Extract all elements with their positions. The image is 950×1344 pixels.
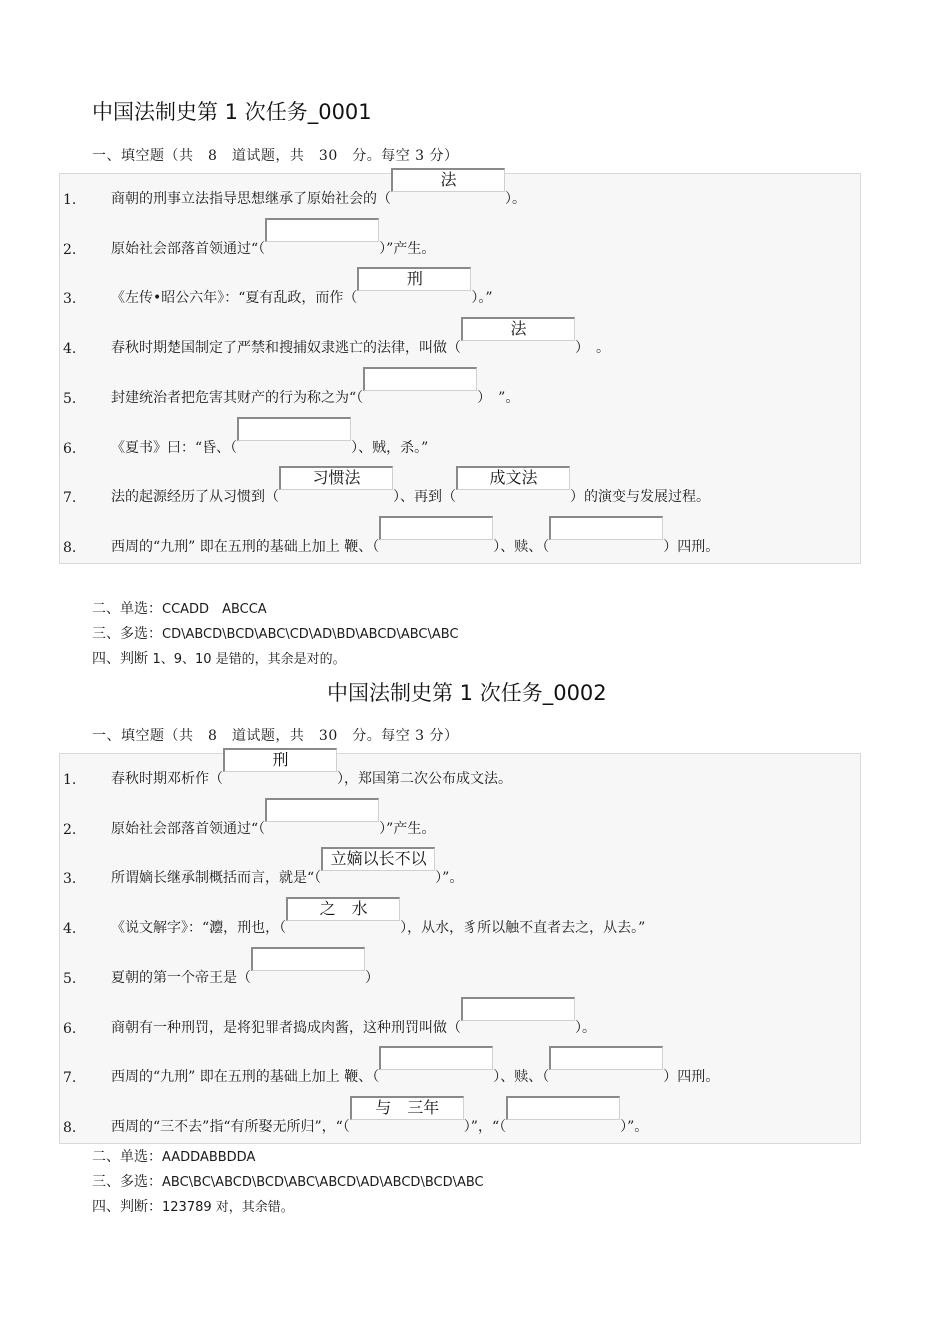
answer-blank-field[interactable]: 习惯法 <box>279 466 393 490</box>
question-number: 5. <box>63 970 77 987</box>
question-text <box>111 750 512 788</box>
question-text <box>111 963 379 987</box>
question-text-segment: 法的起源经历了从习惯到（ <box>111 489 279 506</box>
question-text <box>111 319 610 357</box>
answer-blank-field[interactable] <box>363 367 477 391</box>
question-number: 3. <box>63 871 77 888</box>
question-text <box>111 170 526 208</box>
question-number: 1. <box>63 192 77 208</box>
question-text-segment: 原始社会部落首领通过“（ <box>111 820 266 837</box>
question-text-segment: ），从水，豸所以触不直者去之，从去。” <box>400 920 646 937</box>
answer-line <box>92 650 459 675</box>
question-text-segment: 西周的“三不去”指“有所娶无所归”，“（ <box>111 1118 350 1135</box>
question-text-segment: 《左传•昭公六年》：“夏有乱政，而作（ <box>111 290 358 307</box>
question-text-segment: 西周的“九刑” 即在五刑的基础上加上 鞭、（ <box>111 538 380 555</box>
question-number: 6. <box>63 1020 77 1037</box>
answer-blank-field[interactable] <box>379 1046 493 1070</box>
question-row <box>60 423 860 457</box>
question-text-segment: ）。” <box>471 290 493 307</box>
question-number: 8. <box>63 1119 77 1136</box>
question-text-segment: ）”，“（ <box>463 1118 507 1135</box>
question-number: 6. <box>63 440 77 457</box>
question-text-segment: 封建统治者把危害其财产的行为称之为“（ <box>111 389 364 406</box>
question-text-segment: ）四刑。 <box>663 538 720 555</box>
answer-value: CCADD ABCCA <box>162 602 267 617</box>
question-number: 3. <box>63 291 77 308</box>
question-text-segment: 《说文解字》：“灋，刑也，（ <box>111 920 287 937</box>
answer-blank-field[interactable]: 之 水 <box>286 897 400 921</box>
doc2-fill-panel <box>59 750 861 1144</box>
question-text <box>111 814 435 838</box>
answer-blank-field[interactable] <box>379 516 493 540</box>
question-row <box>60 849 860 888</box>
answer-blank-field[interactable]: 成文法 <box>456 466 570 490</box>
question-text-segment: ） ”。 <box>477 389 520 406</box>
answer-blank-field[interactable]: 刑 <box>357 267 471 291</box>
doc1-answers <box>92 600 459 675</box>
question-text <box>111 383 519 407</box>
question-text-segment: ）、赎、（ <box>493 1069 550 1086</box>
question-row <box>60 953 860 987</box>
question-row <box>60 468 860 507</box>
question-text-segment: 商朝的刑事立法指导思想继承了原始社会的（ <box>111 191 391 207</box>
question-number: 7. <box>63 490 77 507</box>
answer-blank-field[interactable]: 刑 <box>223 748 337 772</box>
question-text <box>111 468 710 506</box>
question-number: 8. <box>63 539 77 556</box>
question-number: 4. <box>63 921 77 938</box>
question-row <box>60 224 860 258</box>
question-row <box>60 804 860 838</box>
doc2-section-heading: 一、填空题（共 8 道试题，共 30 分。每空 3 分） <box>92 728 459 744</box>
question-text <box>111 269 493 307</box>
question-text-segment: ）。 <box>505 191 526 207</box>
answer-blank-field[interactable]: 与 三年 <box>350 1096 464 1120</box>
question-text-segment: 夏朝的第一个帝王是（ <box>111 969 251 986</box>
answer-label: 三、多选： <box>92 626 162 642</box>
question-text-segment: ） <box>365 969 379 986</box>
question-number: 7. <box>63 1070 77 1087</box>
question-number: 5. <box>63 390 77 407</box>
doc2-answers <box>92 1148 484 1223</box>
question-row <box>60 1052 860 1086</box>
question-text-segment: 西周的“九刑” 即在五刑的基础上加上 鞭、（ <box>111 1069 380 1086</box>
question-text-segment: ）、贼，杀。” <box>351 439 429 456</box>
answer-blank-field[interactable] <box>265 798 379 822</box>
question-number: 2. <box>63 241 77 258</box>
question-text-segment: 所谓嫡长继承制概括而言，就是“（ <box>111 870 322 887</box>
answer-line <box>92 1173 484 1198</box>
question-text-segment: ），郑国第二次公布成文法。 <box>337 771 512 787</box>
question-text-segment: 商朝有一种刑罚，是将犯罪者捣成肉酱，这种刑罚叫做（ <box>111 1019 461 1036</box>
question-text-segment: 原始社会部落首领通过“（ <box>111 240 266 257</box>
answer-label: 三、多选： <box>92 1174 162 1190</box>
question-row <box>60 522 860 556</box>
doc2-title: 中国法制史第 1 次任务_0002 <box>327 681 607 705</box>
question-text-segment: ）”产生。 <box>379 820 436 837</box>
question-text-segment: 春秋时期楚国制定了严禁和搜捕奴隶逃亡的法律，叫做（ <box>111 340 461 357</box>
answer-value: 123789 对，其余错。 <box>162 1200 294 1215</box>
question-row <box>60 373 860 407</box>
question-text <box>111 433 428 457</box>
answer-line <box>92 1198 484 1223</box>
question-number: 4. <box>63 341 77 358</box>
question-number: 2. <box>63 821 77 838</box>
question-text-segment: ）”产生。 <box>379 240 436 257</box>
doc1-title: 中国法制史第 1 次任务_0001 <box>92 100 372 124</box>
answer-label: 二、单选： <box>92 1149 162 1165</box>
question-text-segment: 《夏书》曰：“昏、（ <box>111 439 238 456</box>
question-text <box>111 899 646 937</box>
answer-blank-field[interactable] <box>549 1046 663 1070</box>
answer-label: 四、判断： <box>92 1199 162 1215</box>
question-text-segment: ）”。 <box>435 870 464 887</box>
question-text-segment: ）”。 <box>620 1118 649 1135</box>
question-number: 1. <box>63 772 77 788</box>
answer-value: ABC\BC\ABCD\BCD\ABC\ABCD\AD\ABCD\BCD\ABC <box>162 1175 484 1190</box>
answer-blank-field[interactable] <box>265 218 379 242</box>
answer-blank-field[interactable] <box>251 947 365 971</box>
answer-line <box>92 1148 484 1173</box>
answer-value: AADDABBDDA <box>162 1150 256 1165</box>
question-text-segment: ）四刑。 <box>663 1069 720 1086</box>
question-text <box>111 234 435 258</box>
answer-value: 1、9、10 是错的，其余是对的。 <box>152 652 346 667</box>
answer-line <box>92 625 459 650</box>
question-row <box>60 170 860 208</box>
question-text <box>111 1013 596 1037</box>
answer-blank-field[interactable]: 法 <box>461 317 575 341</box>
answer-blank-field[interactable] <box>237 417 351 441</box>
question-text <box>111 532 719 556</box>
answer-blank-field[interactable]: 立嫡以长不以 <box>321 847 435 871</box>
question-text-segment: ）的演变与发展过程。 <box>570 489 710 506</box>
question-text-segment: ）、赎、（ <box>493 538 550 555</box>
question-text-segment: ） 。 <box>575 340 610 357</box>
question-text <box>111 1062 719 1086</box>
question-text-segment: ）、再到（ <box>393 489 456 506</box>
question-row <box>60 750 860 788</box>
question-text <box>111 849 464 887</box>
answer-blank-field[interactable] <box>461 997 575 1021</box>
question-row <box>60 319 860 358</box>
answer-label: 四、判断 <box>92 651 153 667</box>
doc1-fill-panel <box>59 170 861 564</box>
answer-line <box>92 600 459 625</box>
question-row <box>60 1097 860 1136</box>
answer-blank-field[interactable] <box>506 1096 620 1120</box>
question-row <box>60 269 860 308</box>
question-row <box>60 899 860 938</box>
question-text-segment: ）。 <box>575 1019 596 1036</box>
question-text <box>111 1097 649 1136</box>
answer-value: CD\ABCD\BCD\ABC\CD\AD\BD\ABCD\ABC\ABC <box>162 627 459 642</box>
answer-label: 二、单选： <box>92 601 162 617</box>
answer-blank-field[interactable]: 法 <box>391 168 505 192</box>
answer-blank-field[interactable] <box>549 516 663 540</box>
doc1-section-heading: 一、填空题（共 8 道试题，共 30 分。每空 3 分） <box>92 148 459 164</box>
question-row <box>60 1003 860 1037</box>
question-text-segment: 春秋时期邓析作（ <box>111 771 223 787</box>
